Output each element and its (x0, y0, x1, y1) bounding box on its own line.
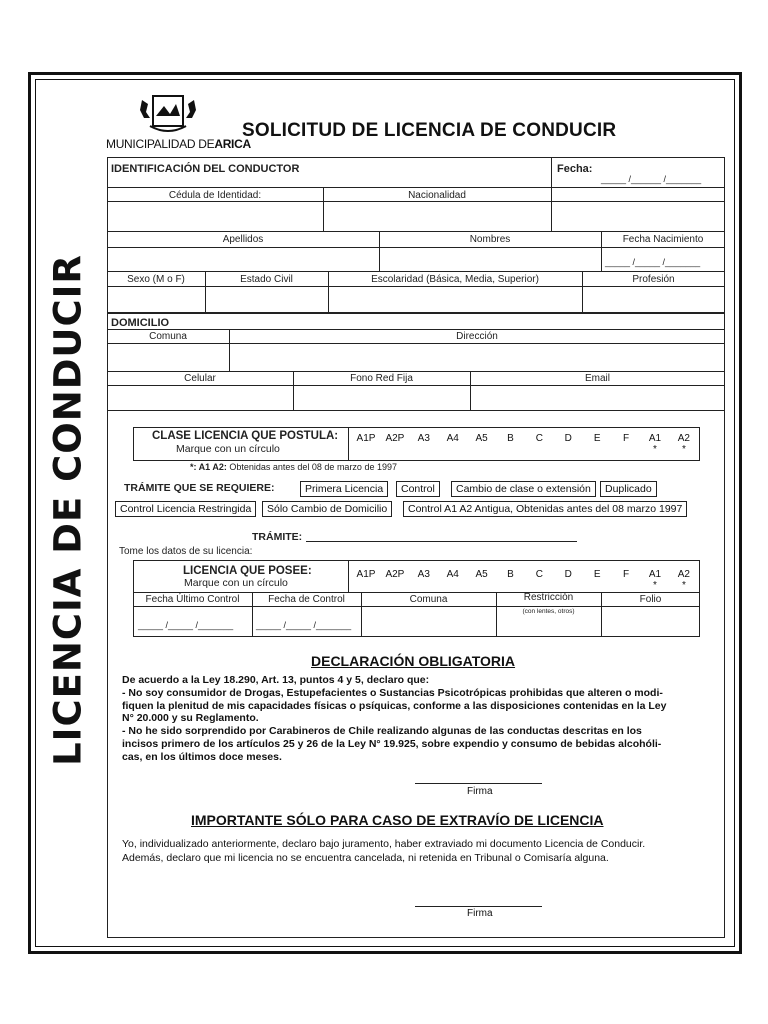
licencia-posee-label: LICENCIA QUE POSEE: (183, 565, 312, 577)
sexo-label: Sexo (M o F) (127, 274, 185, 285)
clase-postula-label: CLASE LICENCIA QUE POSTULA: (152, 430, 339, 442)
profesion-label: Profesión (632, 274, 675, 285)
postula-class-a1p[interactable]: A1P (356, 433, 376, 444)
extravio-line-1: Yo, individualizado anteriormente, declaro bajo juramento, haber extraviado mi documento Licencia de Conducir. (122, 838, 646, 850)
posee-class-d[interactable]: D (564, 569, 572, 580)
postula-class-a3[interactable]: A3 (417, 433, 430, 444)
page-title: SOLICITUD DE LICENCIA DE CONDUCIR (242, 120, 617, 141)
celular-label: Celular (184, 373, 216, 384)
declaracion-line: De acuerdo a la Ley 18.290, Art. 13, puntos 4 y 5, declaro que: (122, 674, 430, 686)
posee-class-a1p[interactable]: A1P (356, 569, 376, 580)
posee-star: * (681, 580, 686, 591)
postula-class-a1[interactable]: A1 (648, 433, 662, 444)
postula-class-e[interactable]: E (593, 433, 601, 444)
posee-class-a2p[interactable]: A2P (385, 569, 405, 580)
postula-class-d[interactable]: D (564, 433, 572, 444)
side-title: LICENCIA DE CONDUCIR (46, 254, 90, 766)
posee-class-a3[interactable]: A3 (417, 569, 430, 580)
postula-star: * (653, 444, 657, 455)
declaracion-line: - No he sido sorprendido por Carabineros de Chile realizando algunas de las conductas descritas en los (122, 725, 642, 738)
posee-class-b[interactable]: B (507, 569, 514, 580)
nombres-label: Nombres (469, 234, 511, 245)
duplicado-option[interactable]: Duplicado (600, 481, 657, 497)
declaracion-line: cas, en los últimos doce meses. (122, 750, 282, 763)
posee-class-a5[interactable]: A5 (475, 569, 488, 580)
fecha-control-field[interactable]: _____ /_____ /_______ (256, 620, 352, 630)
identification-header: IDENTIFICACIÓN DEL CONDUCTOR (111, 163, 300, 175)
tramite-line-label: TRÁMITE: (252, 531, 303, 543)
postula-star: * (681, 444, 686, 455)
fecha-ultimo-control-field[interactable]: _____ /_____ /_______ (138, 620, 234, 630)
control-antigua-option[interactable]: Control A1 A2 Antigua, Obtenidas antes del 08 marzo 1997 (403, 501, 687, 517)
estado-civil-label: Estado Civil (240, 274, 293, 285)
direccion-label: Dirección (456, 331, 498, 342)
primera-licencia-option[interactable]: Primera Licencia (300, 481, 388, 497)
fecha-field[interactable]: _____ /______ /_______ (601, 174, 702, 184)
declaracion-title: DECLARACIÓN OBLIGATORIA (311, 653, 516, 669)
posee-class-c[interactable]: C (535, 569, 543, 580)
declaracion-line: N° 20.000 y su Reglamento. (122, 712, 259, 725)
posee-star: * (653, 580, 657, 591)
posee-class-a1[interactable]: A1 (648, 569, 662, 580)
form-outline (107, 157, 725, 938)
cedula-label: Cédula de Identidad: (168, 190, 262, 201)
fecha-ultimo-control-label: Fecha Último Control (145, 594, 240, 605)
cambio-domicilio-option[interactable]: Sólo Cambio de Domicilio (262, 501, 392, 517)
postula-class-a2[interactable]: A2 (677, 433, 690, 444)
nacionalidad-label: Nacionalidad (408, 190, 466, 201)
restriccion-sub: (con lentes, otros) (522, 608, 575, 615)
posee-class-a2[interactable]: A2 (677, 569, 690, 580)
restriccion-label: Restricción (523, 592, 574, 603)
comuna-posee-label: Comuna (409, 594, 448, 605)
clase-note: *: A1 A2: Obtenidas antes del 08 de marzo de 1997 (190, 462, 397, 472)
domicilio-header: DOMICILIO (111, 317, 170, 329)
postula-class-c[interactable]: C (535, 433, 543, 444)
fecha-control-label: Fecha de Control (268, 594, 345, 605)
escolaridad-label: Escolaridad (Básica, Media, Superior) (371, 274, 539, 285)
control-option[interactable]: Control (396, 481, 440, 497)
licencia-posee-sub: Marque con un círculo (184, 577, 288, 589)
extravio-line-2: Además, declaro que mi licencia no se encuentra cancelada, ni retenida en Tribunal o Comisaría alguna. (122, 852, 609, 864)
postula-class-a4[interactable]: A4 (446, 433, 459, 444)
tome-datos-label: Tome los datos de su licencia: (119, 546, 253, 557)
posee-class-f[interactable]: F (623, 569, 630, 580)
comuna-label: Comuna (149, 331, 187, 342)
fecha-nacimiento-field[interactable]: _____ /_____ /_______ (605, 257, 701, 267)
tramite-label: TRÁMITE QUE SE REQUIERE: (124, 482, 275, 494)
clase-postula-sub: Marque con un círculo (176, 443, 280, 455)
fono-label: Fono Red Fija (350, 373, 413, 384)
posee-class-e[interactable]: E (593, 569, 601, 580)
posee-class-a4[interactable]: A4 (446, 569, 459, 580)
email-label: Email (584, 373, 610, 384)
postula-class-b[interactable]: B (507, 433, 514, 444)
extravio-title: IMPORTANTE SÓLO PARA CASO DE EXTRAVÍO DE LICENCIA (191, 812, 604, 828)
control-restringida-option[interactable]: Control Licencia Restringida (115, 501, 256, 517)
declaracion-line: incisos primero de los artículos 25 y 26 de la Ley N° 19.925, sobre expendio y consumo de bebidas alcohóli- (122, 738, 662, 750)
fecha-label: Fecha: (557, 163, 593, 175)
firma-label-2: Firma (467, 908, 493, 919)
postula-class-f[interactable]: F (623, 433, 630, 444)
postula-class-a5[interactable]: A5 (475, 433, 488, 444)
declaracion-line: fiquen la plenitud de mis capacidades físicas o psíquicas, conforme a las disposiciones contenidas en la Ley (122, 699, 667, 712)
municipality-name: MUNICIPALIDAD DEARICA (106, 137, 251, 151)
declaracion-line: - No soy consumidor de Drogas, Estupefacientes o Sustancias Psicotrópicas prohibidas que alteren o modi- (122, 686, 663, 699)
fecha-nacimiento-label: Fecha Nacimiento (622, 234, 704, 245)
apellidos-label: Apellidos (222, 234, 264, 245)
folio-label: Folio (639, 594, 662, 605)
postula-class-a2p[interactable]: A2P (385, 433, 405, 444)
cambio-clase-option[interactable]: Cambio de clase o extensión (451, 481, 596, 497)
firma-label-1: Firma (467, 786, 493, 797)
